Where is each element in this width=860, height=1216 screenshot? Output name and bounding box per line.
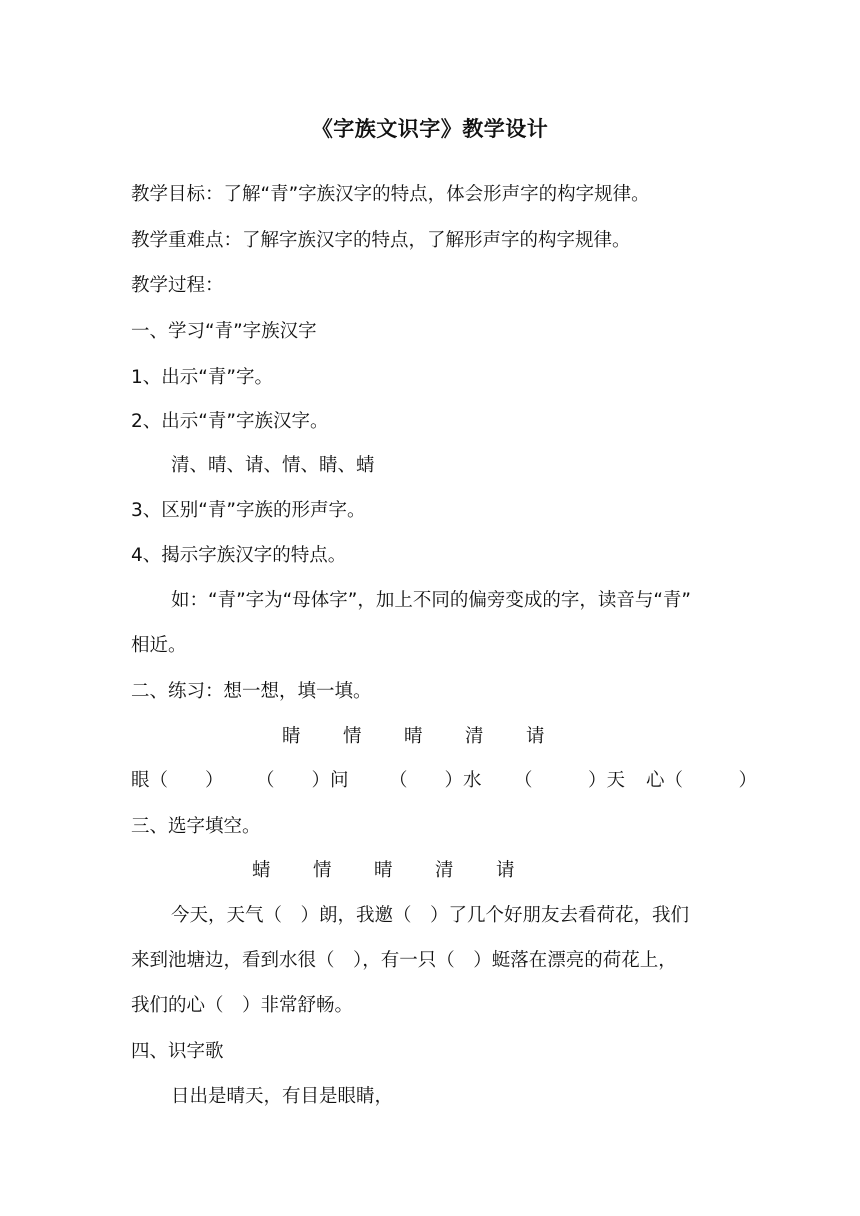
section-1-step-4: 4、揭示字族汉字的特点。 — [131, 545, 347, 566]
fill-blank-item: （ ）天 — [514, 770, 626, 791]
word-bank-item: 晴 — [404, 726, 423, 747]
section-3-paragraph-line-2: 来到池塘边，看到水很（ ），有一只（ ）蜓落在漂亮的荷花上， — [131, 950, 677, 971]
word-bank-item: 晴 — [374, 860, 393, 881]
qing-family-characters: 清、晴、请、情、睛、蜻 — [171, 455, 375, 476]
document-title: 《字族文识字》教学设计 — [311, 117, 549, 141]
word-bank-item: 请 — [526, 726, 545, 747]
fill-blank-item: 心（ ） — [646, 770, 758, 791]
teaching-key-points: 教学重难点：了解字族汉字的特点，了解形声字的构字规律。 — [131, 230, 631, 251]
section-1-step-3: 3、区别“青”字族的形声字。 — [131, 500, 366, 521]
word-bank-item: 请 — [496, 860, 515, 881]
fill-blank-item: （ ）水 — [389, 770, 482, 791]
section-1-step-1: 1、出示“青”字。 — [131, 367, 273, 388]
section-2-heading: 二、练习：想一想，填一填。 — [131, 681, 372, 702]
literacy-song-line-1: 日出是晴天，有目是眼睛， — [171, 1086, 394, 1107]
fill-blank-item: （ ）问 — [256, 770, 349, 791]
word-bank-item: 情 — [313, 860, 332, 881]
fill-blank-item: 眼（ ） — [131, 770, 224, 791]
teaching-goal: 教学目标：了解“青”字族汉字的特点，体会形声字的构字规律。 — [131, 184, 650, 205]
word-bank-item: 清 — [435, 860, 454, 881]
section-1-heading: 一、学习“青”字族汉字 — [131, 321, 317, 342]
section-3-heading: 三、选字填空。 — [131, 816, 261, 837]
section-1-step-2: 2、出示“青”字族汉字。 — [131, 411, 329, 432]
section-3-paragraph-line-3: 我们的心（ ）非常舒畅。 — [131, 995, 354, 1016]
section-1-example-line-1: 如：“青”字为“母体字”，加上不同的偏旁变成的字，读音与“青” — [171, 590, 692, 611]
section-4-heading: 四、识字歌 — [131, 1041, 224, 1062]
word-bank-item: 情 — [343, 726, 362, 747]
section-3-paragraph-line-1: 今天，天气（ ）朗，我邀（ ）了几个好朋友去看荷花，我们 — [171, 905, 690, 926]
word-bank-item: 清 — [465, 726, 484, 747]
section-1-example-line-2: 相近。 — [131, 635, 187, 656]
word-bank-item: 蜻 — [252, 860, 271, 881]
teaching-process-heading: 教学过程： — [131, 275, 224, 296]
word-bank-item: 睛 — [282, 726, 301, 747]
